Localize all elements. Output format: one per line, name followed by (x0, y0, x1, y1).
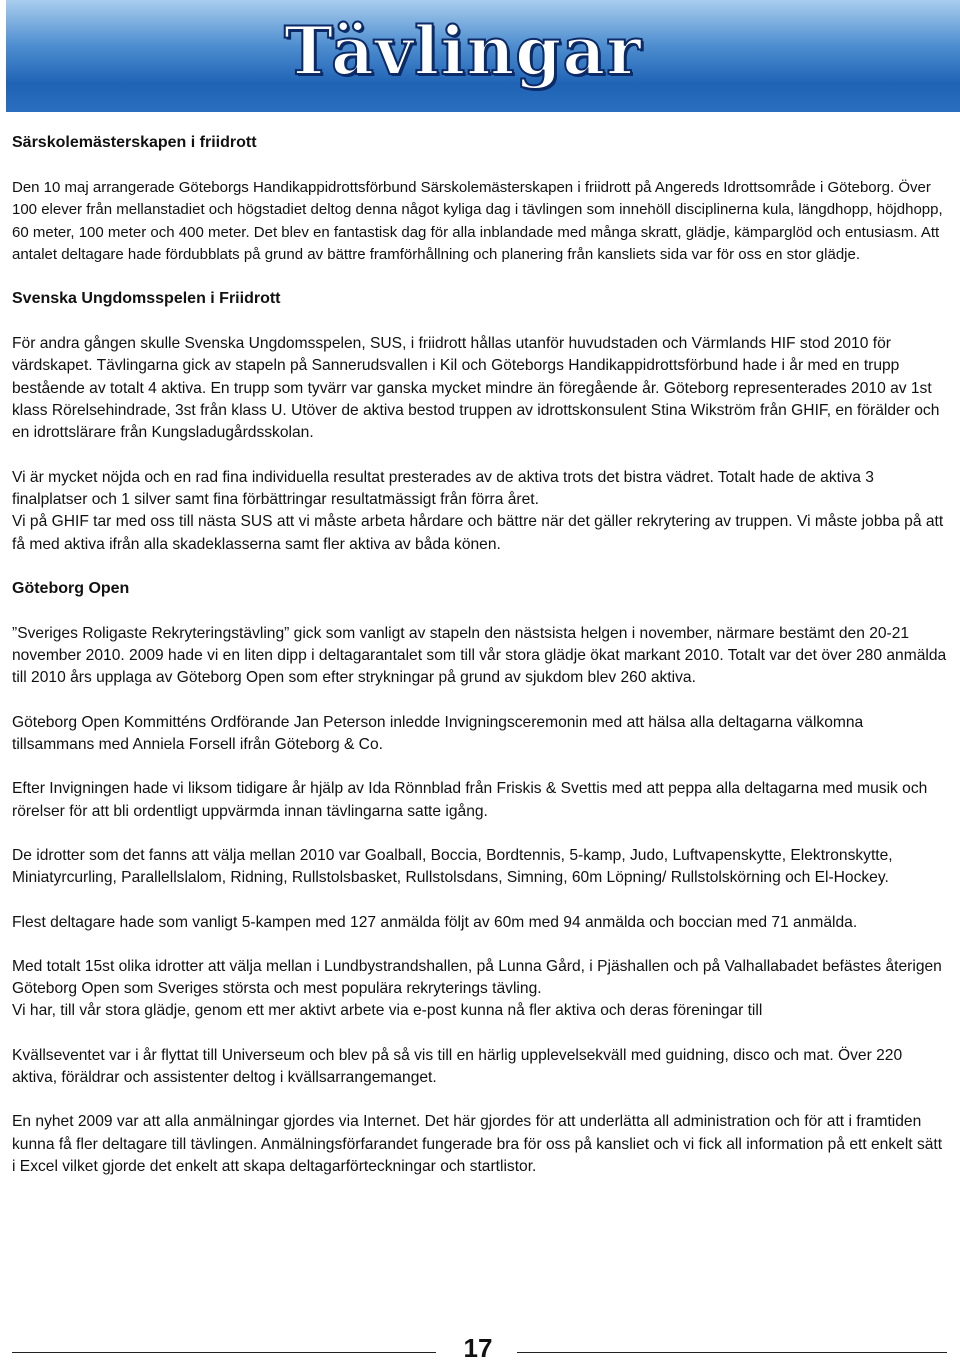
paragraph: Vi är mycket nöjda och en rad fina individuella resultat presterades av de aktiva trots det bistra vädret. Totalt hade de aktiva 3 finalplatser och 1 silver samt fina förbättringar resultatmässigt från förra året. (12, 468, 874, 508)
article-body (12, 132, 947, 1200)
footer-divider-right (517, 1352, 947, 1353)
section-heading: Svenska Ungdomsspelen i Friidrott (12, 290, 281, 308)
section-heading: Särskolemästerskapen i friidrott (12, 134, 257, 151)
paragraph: De idrotter som det fanns att välja mellan 2010 var Goalball, Boccia, Bordtennis, 5-kamp, Judo, Luftvapenskytte, Elektronskytte, Miniatyrcurling, Parallellslalom, Ridning, Rullstolsbasket, Rullstolsdans, Simning, 60m Löpning/ Rullstolskörning och El-Hockey. (12, 846, 893, 887)
paragraph: ”Sveriges Roligaste Rekryteringstävling” gick som vanligt av stapeln den nästsista helgen i november, närmare bestämt den 20-21 november 2010. 2009 hade vi en liten dipp i deltagarantalet som till vår stora glädje ökat markant 2010. Totalt var det över 280 anmälda till 2010 års upplaga av Göteborg Open som efter strykningar på grund av sjukdom blev 260 aktiva. (12, 624, 947, 687)
paragraph: För andra gången skulle Svenska Ungdomsspelen, SUS, i friidrott hållas utanför huvudstaden och Värmlands HIF stod 2010 för värdskapet. Tävlingarna gick av stapeln på Sannerudsvallen i Kil och Göteborgs Handikappidrottsförbund hade i år med en trupp bestående av totalt 4 aktiva. En trupp som tyvärr var ganska mycket mindre än föregående år. Göteborg representerades 2010 av 1st klass Rörelsehindrade, 3st från klass U. Utöver de aktiva bestod truppen av idrottskonsulent Stina Wikström från GHIF, en förälder och en idrottslärare från Kungsladugårdsskolan. (12, 335, 940, 442)
paragraph: Med totalt 15st olika idrotter att välja mellan i Lundbystrandshallen, på Lunna Gård, i Pjäshallen och på Valhallabadet befästes återigen Göteborg Open som Sveriges största och mest populära rekryterings tävling. (12, 957, 942, 998)
paragraph: Vi på GHIF tar med oss till nästa SUS att vi måste arbeta hårdare och bättre när det gäller rekrytering av truppen. Vi måste jobba på att få med aktiva ifrån alla skadeklasserna samt fler aktiva av båda könen. (12, 513, 944, 553)
paragraph: Efter Invigningen hade vi liksom tidigare år hjälp av Ida Rönnblad från Friskis & Svettis med att peppa alla deltagarna med musik och rörelser för att bli ordentligt uppvärmda innan tävlingarna satte igång. (12, 780, 928, 820)
page-title: Tävlingar (284, 12, 642, 90)
section-sarskolemasterskapen (12, 132, 947, 266)
paragraph: Vi har, till vår stora glädje, genom ett mer aktivt arbete via e-post kunna nå fler aktiva och deras föreningar till (12, 1002, 763, 1020)
paragraph: Flest deltagare hade som vanligt 5-kampen med 127 anmälda följt av 60m med 94 anmälda och boccian med 71 anmälda. (12, 913, 858, 931)
header-banner (6, 0, 960, 112)
paragraph: Kvällseventet var i år flyttat till Universeum och blev på så vis till en härlig upplevelsekväll med guidning, disco och mat. Över 220 aktiva, föräldrar och assistenter deltog i kvällsarrangemanget. (12, 1046, 903, 1087)
paragraph: Göteborg Open Kommitténs Ordförande Jan Peterson inledde Invigningsceremonin med att hälsa alla deltagarna välkomna tillsammans med Anniela Forsell ifrån Göteborg & Co. (12, 713, 864, 754)
page-number: 17 (463, 1333, 493, 1363)
section-goteborg-open (12, 578, 947, 1178)
paragraph: Den 10 maj arrangerade Göteborgs Handikappidrottsförbund Särskolemästerskapen i friidrott på Angereds Idrottsområde i Göteborg. Över 100 elever från mellanstadiet och högstadiet deltog denna något kyliga dag i tävlingen som innehöll disciplinerna kula, längdhopp, höjdhopp, 60 meter, 100 meter och 400 meter. Det blev en fantastisk dag för alla inblandade med många skratt, glädje, kämparglöd och entusiasm. Att antalet deltagare hade fördubblats på grund av bättre framförhållning och planering från kansliets sida var för oss en stor glädje. (12, 179, 943, 263)
section-svenska-ungdomsspelen (12, 288, 947, 556)
section-heading: Göteborg Open (12, 579, 130, 597)
paragraph: En nyhet 2009 var att alla anmälningar gjordes via Internet. Det här gjordes för att underlätta all administration och för att i framtiden kunna få fler deltagare till tävlingen. Anmälningsförfarandet fungerade bra för oss på kansliet och vi fick all information på ett enkelt sätt i Excel vilket gjorde det enkelt att skapa deltagarförteckningar och startlistor. (12, 1113, 943, 1175)
footer-divider-left (12, 1352, 436, 1353)
